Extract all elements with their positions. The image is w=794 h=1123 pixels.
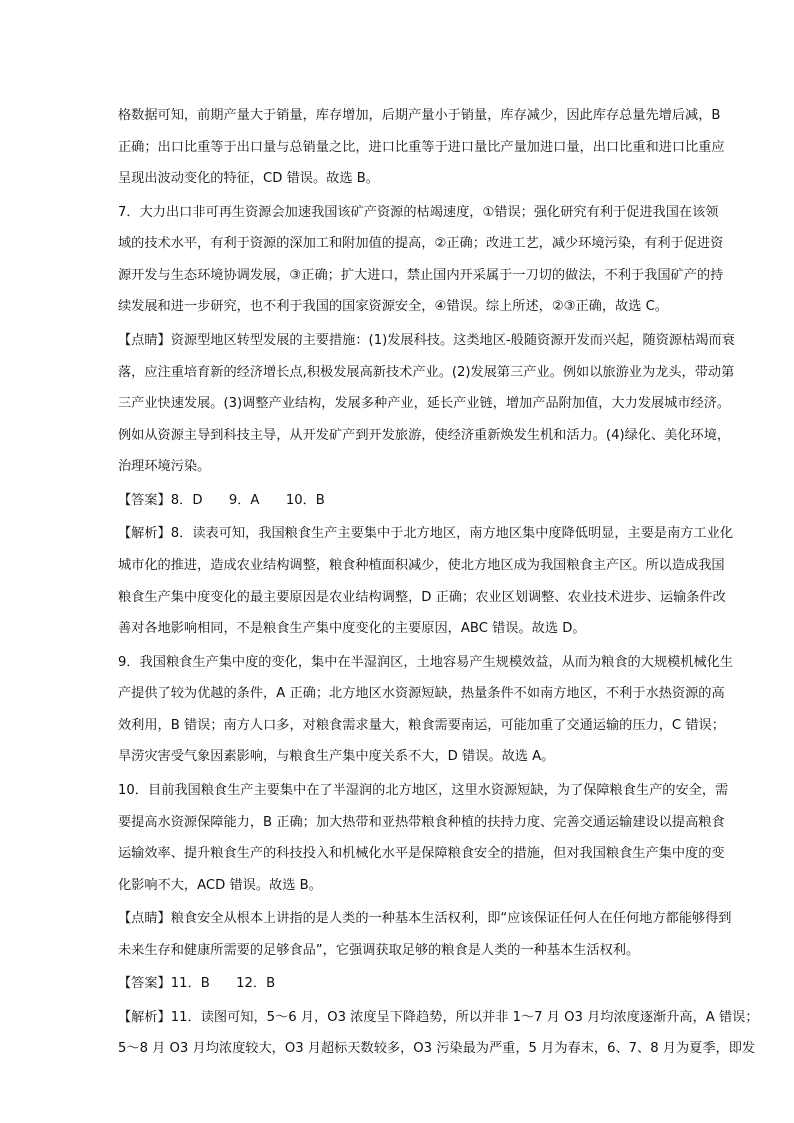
text-line: 善对各地影响相同，不是粮食生产集中度变化的主要原因，ABC 错误。故选 D。 — [118, 621, 586, 637]
text-line: 正确；出口比重等于出口量与总销量之比，进口比重等于进口量比产量加进口量，出口比重和进口比重应 — [118, 139, 725, 155]
analysis-line: 【解析】8．读表可知，我国粮食生产主要集中于北方地区，南方地区集中度降低明显，主要是南方工业化 — [118, 526, 734, 542]
text-line: 9．我国粮食生产集中度的变化，集中在半湿润区，土地容易产生规模效益，从而为粮食的大规模机械化生 — [118, 654, 734, 670]
text-line: 要提高水资源保障能力，B 正确；加大热带和亚热带粮食种植的扶持力度、完善交通运输建设以提高粮食 — [118, 814, 725, 830]
text-line: 产提供了较为优越的条件，A 正确；北方地区水资源短缺，热量条件不如南方地区，不利于水热资源的高 — [118, 686, 725, 702]
comment-line: 【点睛】资源型地区转型发展的主要措施：(1)发展科技。这类地区-般随资源开发而兴起，随资源枯竭而衰 — [118, 332, 735, 348]
text-line: 例如从资源主导到科技主导，从开发矿产到开发旅游，使经济重新焕发生机和活力。(4)绿化、美化环境， — [118, 427, 731, 443]
text-line: 域的技术水平，有利于资源的深加工和附加值的提高，②正确；改进工艺，减少环境污染，有利于促进资 — [118, 236, 724, 252]
text-line: 治理环境污染。 — [118, 459, 211, 475]
text-line: 三产业快速发展。(3)调整产业结构，发展多种产业，延长产业链，增加产品附加值，大力发展城市经济。 — [118, 396, 731, 412]
comment-line: 【点睛】粮食安全从根本上讲指的是人类的一种基本生活权利，即“应该保证任何人在任何地方都能够得到 — [118, 911, 732, 927]
text-line: 运输效率、提升粮食生产的科技投入和机械化水平是保障粮食安全的措施，但对我国粮食生产集中度的变 — [118, 846, 725, 862]
analysis-line: 【解析】11．读图可知，5～6 月，O3 浓度呈下降趋势，所以并非 1～7 月 O3 月均浓度逐渐升高，A 错误； — [118, 1009, 759, 1025]
text-line: 未来生存和健康所需要的足够食品”，它强调获取足够的粮食是人类的一种基本生活权利。 — [118, 942, 640, 958]
text-line: 格数据可知，前期产量大于销量，库存增加，后期产量小于销量，库存减少，因此库存总量先增后减，B — [118, 108, 721, 123]
text-line: 效利用，B 错误；南方人口多，对粮食需求量大，粮食需要南运，可能加重了交通运输的压力，C 错误； — [118, 717, 725, 733]
text-line: 城市化的推进，造成农业结构调整，粮食种植面积减少，使北方地区成为我国粮食主产区。所以造成我国 — [118, 557, 725, 573]
text-line: 粮食生产集中度变化的最主要原因是农业结构调整，D 正确；农业区划调整、农业技术进步、运输条件改 — [118, 589, 726, 605]
text-line: 7．大力出口非可再生资源会加速我国该矿产资源的枯竭速度，①错误；强化研究有利于促进我国在该领 — [118, 204, 719, 220]
document-body — [118, 100, 759, 1065]
answer-line: 【答案】11．B 12．B — [118, 976, 276, 992]
answer-line: 【答案】8．D 9．A 10．B — [118, 492, 325, 508]
text-line: 续发展和进一步研究，也不利于我国的国家资源安全，④错误。综上所述，②③正确，故选 C。 — [118, 299, 668, 315]
text-line: 化影响不大，ACD 错误。故选 B。 — [118, 877, 322, 893]
text-line: 10．目前我国粮食生产主要集中在了半湿润的北方地区，这里水资源短缺，为了保障粮食生产的安全，需 — [118, 782, 729, 798]
text-line: 5～8 月 O3 月均浓度较大，O3 月超标天数较多，O3 污染最为严重，5 月为春末，6、7、8 月为夏季，即发 — [118, 1041, 756, 1057]
text-line: 旱涝灾害受气象因素影响，与粮食生产集中度关系不大，D 错误。故选 A。 — [118, 749, 555, 765]
text-line: 呈现出波动变化的特征，CD 错误。故选 B。 — [118, 171, 379, 187]
text-line: 落，应注重培育新的经济增长点,积极发展高新技术产业。(2)发展第三产业。例如以旅游业为龙头，带动第 — [118, 364, 735, 380]
text-line: 源开发与生态环境协调发展，③正确；扩大进口，禁止国内开采属于一刀切的做法，不利于我国矿产的持 — [118, 267, 724, 283]
